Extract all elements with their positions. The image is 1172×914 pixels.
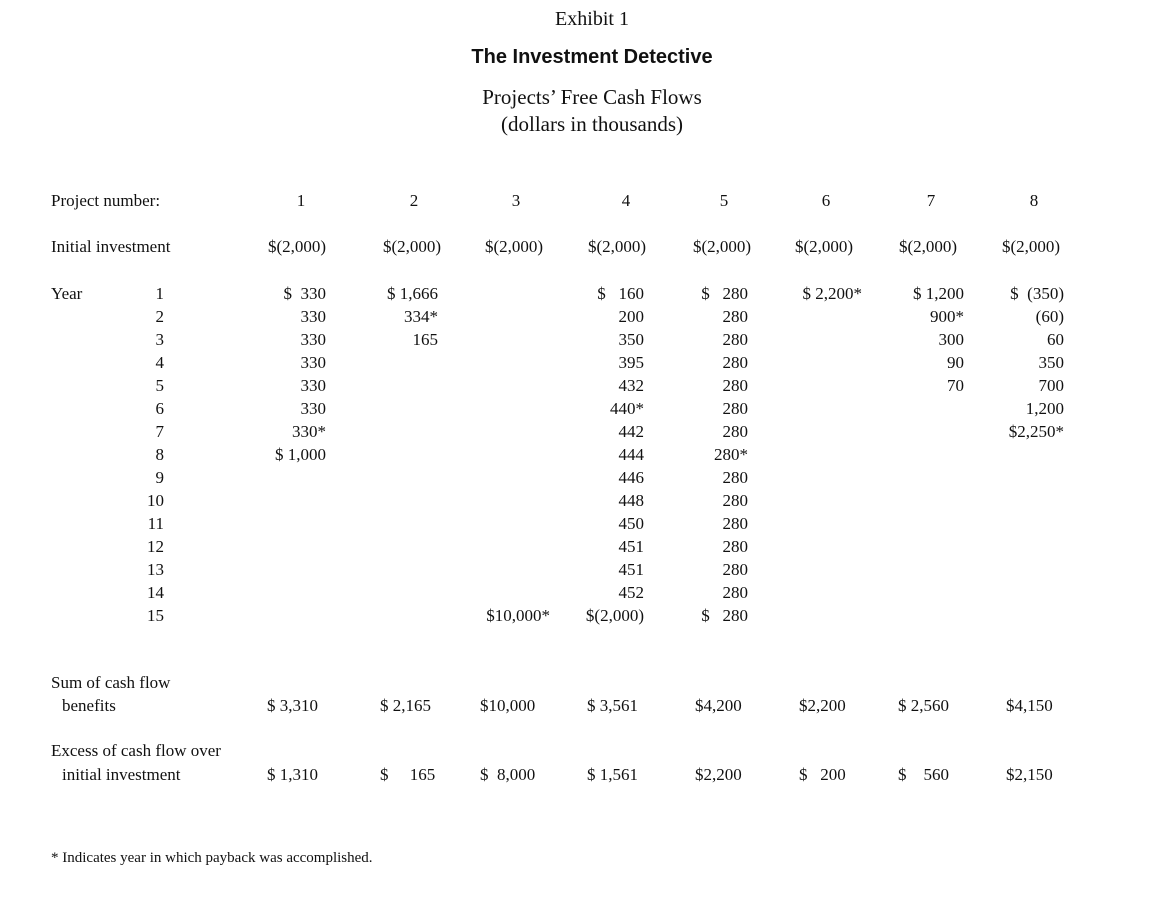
sum-benefits-value: $10,000: [480, 696, 536, 715]
year-number: 6: [155, 399, 164, 418]
year-number: 13: [147, 560, 164, 579]
initial-investment-value: $(2,000): [898, 237, 958, 256]
project-number: 2: [409, 191, 419, 210]
cash-flow-cell: 280: [722, 583, 748, 602]
project-number: 3: [511, 191, 521, 210]
sum-benefits-value: $2,200: [799, 696, 846, 715]
year-number: 15: [147, 606, 164, 625]
cash-flow-cell: 448: [618, 491, 644, 510]
sum-label-line2: benefits: [62, 696, 116, 715]
year-number: 2: [155, 307, 164, 326]
cash-flow-cell: 334*: [404, 307, 438, 326]
cash-flow-cell: 280*: [714, 445, 748, 464]
cash-flow-cell: $2,250*: [1008, 422, 1064, 441]
cash-flow-cell: 280: [722, 422, 748, 441]
year-label: Year: [51, 284, 83, 303]
cash-flow-cell: 330: [300, 330, 326, 349]
year-number: 8: [155, 445, 164, 464]
project-number: 1: [296, 191, 306, 210]
cash-flow-cell: $ 1,000: [275, 445, 326, 464]
cash-flow-cell: 395: [618, 353, 644, 372]
project-number: 6: [821, 191, 831, 210]
cash-flow-cell: $ 280: [701, 606, 748, 625]
cash-flow-cell: $ 1,200: [913, 284, 964, 303]
excess-label-line2: initial investment: [62, 765, 181, 784]
project-number-label: Project number:: [51, 191, 161, 210]
cash-flow-cell: 330: [300, 307, 326, 326]
cash-flow-cell: 451: [618, 537, 644, 556]
cash-flow-cell: 446: [618, 468, 644, 487]
year-number: 4: [155, 353, 164, 372]
project-number: 8: [1029, 191, 1039, 210]
cash-flow-cell: $ (350): [1010, 284, 1064, 303]
cash-flow-cell: 1,200: [1025, 399, 1064, 418]
sum-benefits-value: $ 3,561: [587, 696, 638, 715]
year-number: 10: [147, 491, 164, 510]
cash-flow-cell: 451: [618, 560, 644, 579]
project-number: 5: [719, 191, 729, 210]
cash-flow-cell: 700: [1038, 376, 1064, 395]
exhibit-label: Exhibit 1: [555, 8, 629, 30]
cash-flow-cell: 280: [722, 560, 748, 579]
cash-flow-cell: 60: [1047, 330, 1064, 349]
sum-benefits-value: $ 3,310: [267, 696, 318, 715]
initial-investment-value: $(2,000): [484, 237, 544, 256]
cash-flow-cell: 350: [618, 330, 644, 349]
initial-investment-value: $(2,000): [1001, 237, 1061, 256]
year-number: 11: [147, 514, 164, 533]
cash-flow-cell: 900*: [930, 307, 964, 326]
page-title: The Investment Detective: [471, 46, 713, 68]
cash-flow-cell: 450: [618, 514, 644, 533]
cash-flow-cell: $10,000*: [486, 606, 550, 625]
cash-flow-cell: 300: [938, 330, 964, 349]
subtitle-line2: (dollars in thousands): [501, 112, 683, 136]
cash-flow-cell: $ 280: [701, 284, 748, 303]
year-number: 14: [147, 583, 164, 602]
payback-footnote: * Indicates year in which payback was accomplished.: [51, 850, 373, 866]
cash-flow-cell: 440*: [610, 399, 644, 418]
initial-investment-value: $(2,000): [587, 237, 647, 256]
cash-flow-cell: 165: [412, 330, 438, 349]
cash-flow-cell: 432: [618, 376, 644, 395]
cash-flow-cell: 70: [947, 376, 964, 395]
cash-flow-cell: $(2,000): [585, 606, 644, 625]
cash-flow-cell: $ 160: [597, 284, 644, 303]
excess-value: $ 165: [380, 765, 436, 784]
cash-flow-cell: 452: [618, 583, 644, 602]
year-number: 1: [155, 284, 164, 303]
project-number: 7: [926, 191, 936, 210]
cash-flow-cell: 280: [722, 353, 748, 372]
cash-flow-cell: 442: [618, 422, 644, 441]
initial-investment-value: $(2,000): [692, 237, 752, 256]
cash-flow-cell: 330: [300, 353, 326, 372]
initial-investment-label: Initial investment: [51, 237, 171, 256]
cash-flow-cell: $ 1,666: [387, 284, 438, 303]
cash-flow-cell: $ 2,200*: [802, 284, 862, 303]
project-number: 4: [621, 191, 631, 210]
excess-label-line1: Excess of cash flow over: [51, 741, 221, 760]
cash-flow-cell: 330*: [292, 422, 326, 441]
cash-flow-cell: 350: [1038, 353, 1064, 372]
initial-investment-value: $(2,000): [382, 237, 442, 256]
cash-flow-cell: 280: [722, 537, 748, 556]
excess-value: $ 1,310: [267, 765, 318, 784]
year-number: 12: [147, 537, 164, 556]
year-number: 3: [155, 330, 164, 349]
sum-benefits-value: $ 2,165: [380, 696, 431, 715]
cash-flow-cell: 444: [618, 445, 644, 464]
excess-value: $ 1,561: [587, 765, 638, 784]
excess-value: $ 8,000: [480, 765, 536, 784]
cash-flow-cell: (60): [1035, 307, 1064, 326]
cash-flow-cell: 280: [722, 376, 748, 395]
cash-flow-cell: 330: [300, 399, 326, 418]
year-number: 7: [155, 422, 164, 441]
cash-flow-cell: 90: [947, 353, 964, 372]
year-number: 9: [155, 468, 164, 487]
excess-value: $2,200: [695, 765, 742, 784]
sum-benefits-value: $4,150: [1006, 696, 1053, 715]
sum-benefits-value: $4,200: [695, 696, 742, 715]
cash-flow-cell: $ 330: [283, 284, 326, 303]
initial-investment-value: $(2,000): [267, 237, 327, 256]
cash-flow-cell: 280: [722, 307, 748, 326]
sum-benefits-value: $ 2,560: [898, 696, 949, 715]
subtitle-line1: Projects’ Free Cash Flows: [482, 85, 702, 109]
cash-flow-cell: 280: [722, 468, 748, 487]
cash-flow-cell: 280: [722, 330, 748, 349]
cash-flow-cell: 330: [300, 376, 326, 395]
excess-value: $ 200: [799, 765, 846, 784]
excess-value: $ 560: [898, 765, 949, 784]
cash-flow-cell: 280: [722, 399, 748, 418]
cash-flow-cell: 200: [618, 307, 644, 326]
cash-flow-cell: 280: [722, 514, 748, 533]
initial-investment-value: $(2,000): [794, 237, 854, 256]
year-number: 5: [155, 376, 164, 395]
cash-flow-cell: 280: [722, 491, 748, 510]
excess-value: $2,150: [1006, 765, 1053, 784]
sum-label-line1: Sum of cash flow: [51, 673, 171, 692]
